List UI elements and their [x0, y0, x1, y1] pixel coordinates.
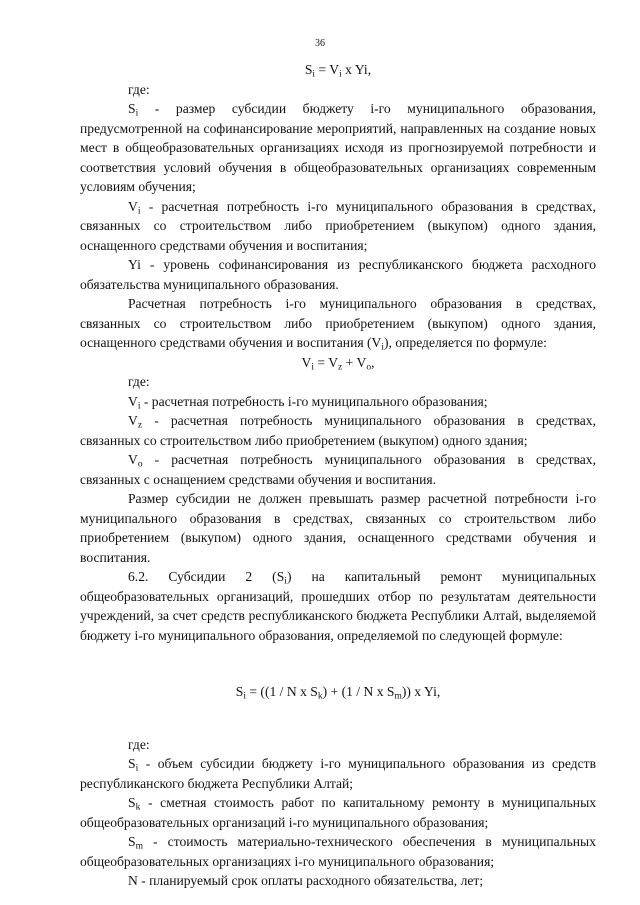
text-run: ) на капитальный ремонт муниципальных общеобразовательных организаций, прошедших отбор по результатам деятельности учреждений, за счет средств республиканского бюджета Республики Алтай, выделяемой бюджету i-го муниципального образования, определяемой по следующей формуле:	[80, 569, 597, 643]
text-run: - расчетная потребность i-го муниципального образования;	[140, 393, 488, 409]
paragraph	[80, 450, 596, 489]
where-label	[80, 735, 596, 755]
text-run: S	[128, 756, 136, 772]
text-run: V	[128, 393, 138, 409]
paragraph	[80, 255, 596, 294]
where-label	[80, 372, 596, 392]
text-run: x Yi,	[341, 62, 372, 77]
paragraph	[80, 871, 596, 891]
text-run: где:	[128, 736, 150, 752]
subscript: z	[338, 361, 343, 372]
text-run: S	[304, 62, 313, 77]
text-run: Yi - уровень софинансирования из республиканского бюджета расходного обязательства муниципального образования.	[80, 257, 596, 292]
text-run: V	[128, 198, 138, 214]
subscript: i	[137, 400, 141, 411]
subscript: o	[366, 361, 372, 372]
subscript: i	[381, 342, 385, 353]
subscript: i	[312, 69, 316, 80]
paragraph	[80, 99, 596, 197]
text-run: = V	[315, 62, 340, 77]
text-run: S	[128, 101, 136, 116]
text-run: )) x Yi,	[401, 684, 441, 700]
text-run: Размер субсидии не должен превышать размер расчетной потребности i-го муниципального образования в средствах, связанных со строительством либо приобретением (выкупом) одного здания, оснащенного средствами обучения и воспитания.	[80, 491, 596, 565]
text-run: - расчетная потребность муниципального образования в средствах, связанных со строительством либо приобретением (выкупом) одного здания;	[80, 413, 596, 448]
paragraph	[80, 392, 596, 412]
text-run: = V	[313, 354, 339, 370]
subscript: z	[137, 420, 143, 431]
text-run: где:	[128, 81, 150, 97]
paragraph	[80, 294, 596, 353]
subscript: i	[339, 69, 342, 80]
subscript: o	[137, 459, 143, 470]
text-run: Расчетная потребность i-го муниципального образования в средствах, связанных со строительством либо приобретением (выкупом) одного здания, оснащенного средствами обучения и воспитания (V	[80, 296, 596, 350]
page-number: 36	[315, 38, 325, 49]
formula	[80, 353, 596, 373]
subscript: i	[243, 691, 246, 702]
formula	[80, 60, 596, 80]
text-run: S	[128, 834, 136, 850]
subscript: i	[284, 576, 287, 587]
text-run: - стоимость материально-технического обеспечения в муниципальных общеобразовательных организациях i-го муниципального образования;	[80, 834, 596, 869]
text-run: V	[301, 354, 312, 370]
text-run: 6.2. Субсидии 2 (S	[128, 569, 285, 584]
text-run: ), определяется по формуле:	[384, 335, 547, 350]
where-label	[80, 80, 596, 100]
paragraph	[80, 489, 596, 567]
formula	[80, 682, 596, 702]
spacer	[80, 715, 596, 721]
spacer	[80, 659, 596, 669]
text-run: ,	[371, 354, 375, 370]
paragraph	[80, 411, 596, 450]
subscript: i	[311, 361, 314, 372]
text-run: S	[128, 795, 136, 811]
text-run: - расчетная потребность i-го муниципального образования в средствах, связанных со строительством либо приобретением (выкупом) одного здания, оснащенного средствами обучения и воспитания;	[80, 198, 596, 253]
text-run: V	[128, 452, 138, 467]
text-run: S	[235, 684, 244, 700]
subscript: i	[137, 205, 141, 216]
text-run: - объем субсидии бюджету i-го муниципального образования из средств республиканского бюджета Республики Алтай;	[80, 756, 596, 791]
subscript: m	[394, 691, 402, 702]
paragraph	[80, 197, 596, 256]
subscript: m	[135, 841, 143, 852]
text-run: - сметная стоимость работ по капитальному ремонту в муниципальных общеобразовательных организаций i-го муниципального образования;	[80, 795, 596, 830]
text-run: - размер субсидии бюджету i-го муниципального образования, предусмотренной на софинансирование мероприятий, направленных на создание новых мест в общеобразовательных организациях исходя из прогнозируемой потребности и соответствия условий обучения в общеобразовательных организациях современным условиям обучения;	[80, 101, 596, 194]
paragraph	[80, 793, 596, 832]
text-run: N - планируемый срок оплаты расходного обязательства, лет;	[128, 873, 484, 889]
text-run: где:	[128, 374, 150, 389]
text-run: - расчетная потребность муниципального образования в средствах, связанных с оснащением средствами обучения и воспитания.	[80, 452, 596, 487]
paragraph	[80, 832, 596, 871]
text-run: + V	[342, 354, 367, 370]
document-body	[80, 60, 596, 891]
subscript: k	[317, 691, 323, 702]
text-run: V	[128, 413, 138, 428]
subscript: i	[135, 763, 139, 774]
subscript: i	[135, 108, 139, 119]
paragraph	[80, 754, 596, 793]
text-run: = ((1 / N x S	[245, 684, 318, 700]
paragraph	[80, 567, 596, 645]
text-run: ) + (1 / N x S	[322, 684, 395, 700]
subscript: k	[135, 802, 141, 813]
